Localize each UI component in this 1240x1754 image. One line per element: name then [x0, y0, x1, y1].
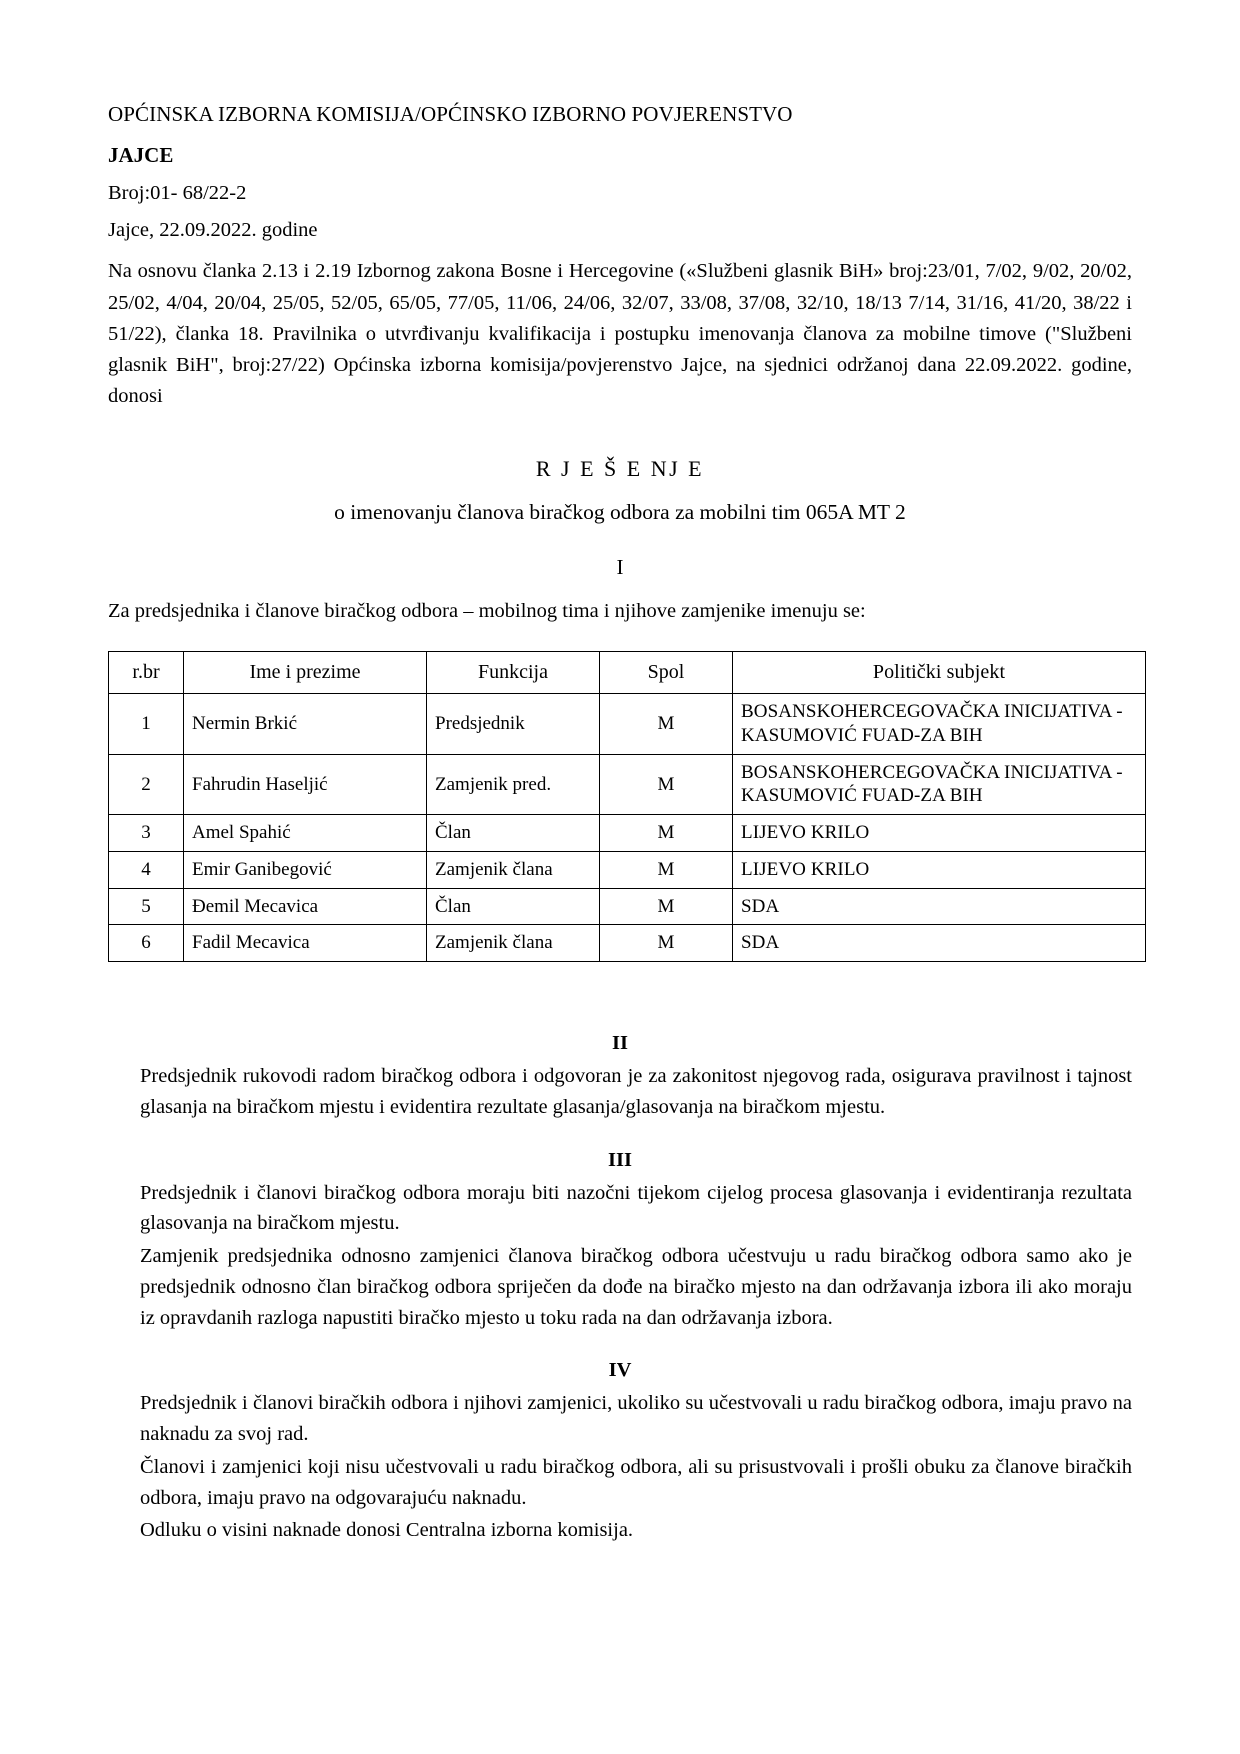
cell-function: Član: [427, 888, 600, 925]
cell-nr: 4: [109, 851, 184, 888]
section-three-paragraph-2: Zamjenik predsjednika odnosno zamjenici članova biračkog odbora učestvuju u radu biračkog odbora samo ako je predsjednik odnosno član biračkog odbora spriječen da dođe na biračko mjesto na dan održavanja izbora ili ako moraju iz opravdanih razloga napustiti biračko mjesto u toku rada na dan održavanja izbora.: [140, 1245, 1132, 1329]
section-three-paragraph-1: Predsjednik i članovi biračkog odbora moraju biti nazočni tijekom cijelog procesa glasovanja i evidentiranja rezultata glasovanja na biračkom mjestu.: [140, 1181, 1132, 1235]
cell-party: BOSANSKOHERCEGOVAČKA INICIJATIVA -KASUMOVIĆ FUAD-ZA BIH: [733, 754, 1146, 815]
cell-nr: 1: [109, 694, 184, 755]
column-header-name: Ime i prezime: [184, 652, 427, 694]
cell-function: Zamjenik pred.: [427, 754, 600, 815]
cell-nr: 6: [109, 925, 184, 962]
section-three-numeral: III: [608, 1148, 632, 1171]
column-header-nr: r.br: [109, 652, 184, 694]
cell-party: LIJEVO KRILO: [733, 815, 1146, 852]
cell-name: Nermin Brkić: [184, 694, 427, 755]
cell-nr: 5: [109, 888, 184, 925]
section-two-body: [108, 1061, 1132, 1123]
cell-name: Amel Spahić: [184, 815, 427, 852]
cell-nr: 2: [109, 754, 184, 815]
issuing-authority: OPĆINSKA IZBORNA KOMISIJA/OPĆINSKO IZBORNO POVJERENSTVO: [108, 102, 793, 126]
section-four-numeral: IV: [608, 1359, 632, 1382]
decision-title-block: [108, 456, 1132, 525]
cell-function: Zamjenik člana: [427, 925, 600, 962]
cell-sex: M: [600, 754, 733, 815]
document-number: Broj:01- 68/22-2: [108, 182, 247, 205]
column-header-party: Politički subjekt: [733, 652, 1146, 694]
municipality-name: JAJCE: [108, 143, 174, 168]
cell-party: BOSANSKOHERCEGOVAČKA INICIJATIVA -KASUMOVIĆ FUAD-ZA BIH: [733, 694, 1146, 755]
cell-sex: M: [600, 694, 733, 755]
section-four-paragraph-3: Odluku o visini naknade donosi Centralna izborna komisija.: [140, 1519, 634, 1542]
column-header-function: Funkcija: [427, 652, 600, 694]
cell-nr: 3: [109, 815, 184, 852]
cell-function: Zamjenik člana: [427, 851, 600, 888]
section-one-numeral: I: [616, 555, 624, 580]
cell-party: LIJEVO KRILO: [733, 851, 1146, 888]
place-and-date: Jajce, 22.09.2022. godine: [108, 219, 318, 242]
legal-preamble: Na osnovu članka 2.13 i 2.19 Izbornog zakona Bosne i Hercegovine («Službeni glasnik BiH» broj:23/01, 7/02, 9/02, 20/02, 25/02, 4/04, 20/04, 25/05, 52/05, 65/05, 77/05, 11/06, 24/06, 32/07, 33/08, 37/08, 32/10, 18/13 7/14, 31/16, 41/20, 38/22 i 51/22), članka 18. Pravilnika o utvrđivanju kvalifikacija i postupku imenovanja članova za mobilne timove ("Službeni glasnik BiH", broj:27/22) Općinska izborna komisija/povjerenstvo Jajce, na sjednici održanoj dana 22.09.2022. godine, donosi: [108, 260, 1132, 408]
cell-name: Fadil Mecavica: [184, 925, 427, 962]
cell-sex: M: [600, 815, 733, 852]
table-row: [109, 815, 1146, 852]
cell-name: Emir Ganibegović: [184, 851, 427, 888]
section-four-body: [108, 1388, 1132, 1546]
cell-sex: M: [600, 925, 733, 962]
decision-title: R J E Š E NJ E: [535, 456, 705, 482]
cell-function: Član: [427, 815, 600, 852]
cell-party: SDA: [733, 888, 1146, 925]
cell-party: SDA: [733, 925, 1146, 962]
table-row: [109, 888, 1146, 925]
decision-subtitle: o imenovanju članova biračkog odbora za mobilni tim 065A MT 2: [334, 500, 906, 525]
section-three-body: [108, 1178, 1132, 1334]
cell-sex: M: [600, 888, 733, 925]
members-table: [108, 651, 1146, 962]
table-row: [109, 851, 1146, 888]
cell-name: Đemil Mecavica: [184, 888, 427, 925]
cell-sex: M: [600, 851, 733, 888]
section-four-paragraph-1: Predsjednik i članovi biračkih odbora i njihovi zamjenici, ukoliko su učestvovali u radu biračkog odbora, imaju pravo na naknadu za svoj rad.: [140, 1392, 1132, 1446]
table-row: [109, 925, 1146, 962]
section-one-intro: Za predsjednika i članove biračkog odbora – mobilnog tima i njihove zamjenike imenuju se:: [108, 600, 866, 623]
column-header-sex: Spol: [600, 652, 733, 694]
table-row: [109, 694, 1146, 755]
cell-function: Predsjednik: [427, 694, 600, 755]
cell-name: Fahrudin Haseljić: [184, 754, 427, 815]
section-two-numeral: II: [612, 1032, 628, 1055]
section-two-paragraph: Predsjednik rukovodi radom biračkog odbora i odgovoran je za zakonitost njegovog rada, osigurava pravilnost i tajnost glasanja na biračkom mjestu i evidentira rezultate glasanja/glasovanja na biračkom mjestu.: [140, 1065, 1132, 1118]
table-header-row: [109, 652, 1146, 694]
section-four-paragraph-2: Članovi i zamjenici koji nisu učestvovali u radu biračkog odbora, ali su prisustvovali i prošli obuku za članove biračkih odbora, imaju pravo na odgovarajuću naknadu.: [140, 1455, 1132, 1509]
table-row: [109, 754, 1146, 815]
